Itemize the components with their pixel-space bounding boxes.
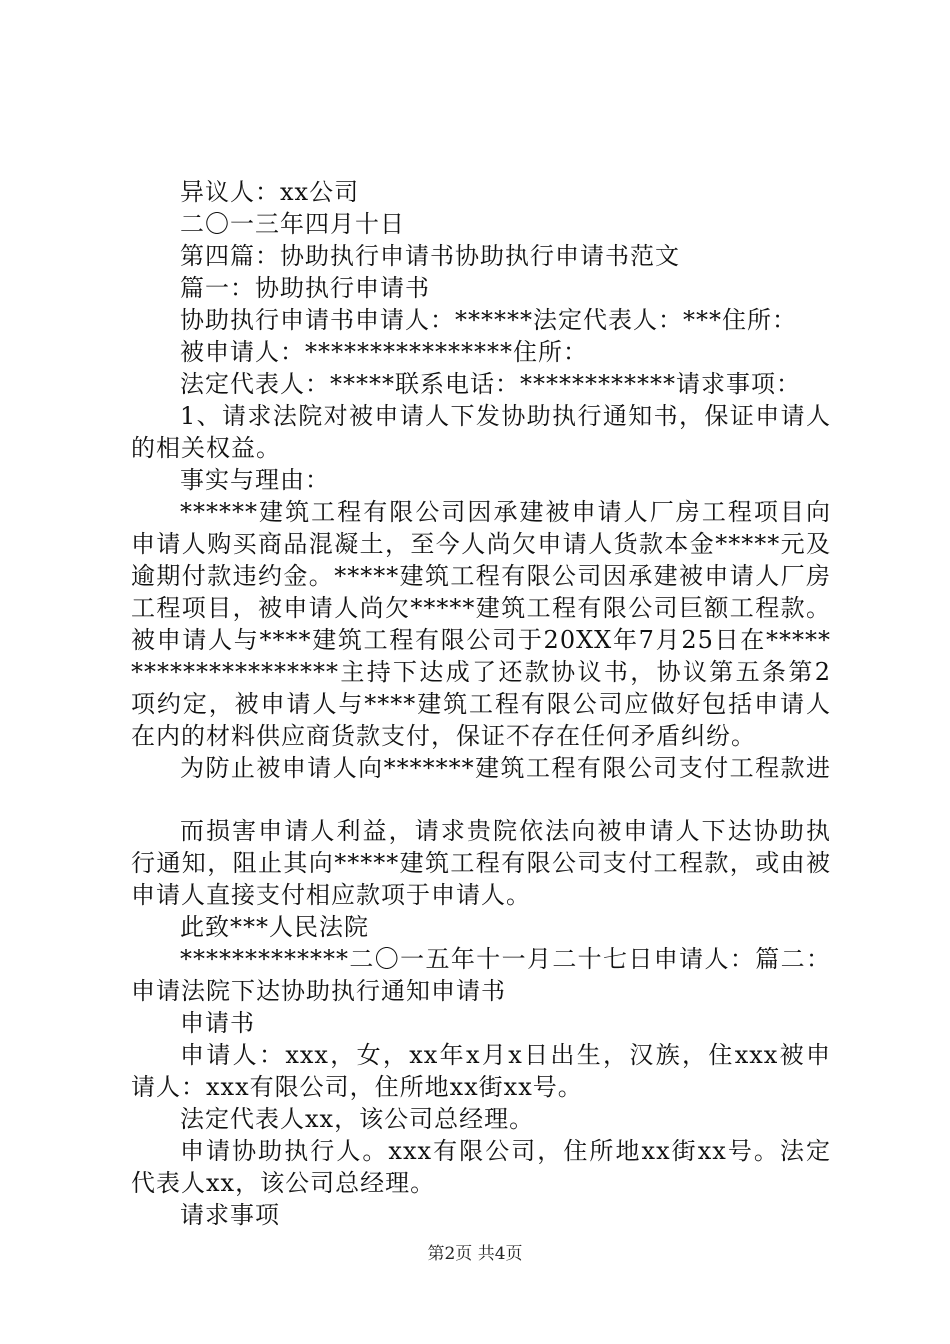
text-line: 事实与理由： xyxy=(180,466,330,494)
text-line: 工程项目，被申请人尚欠*****建筑工程有限公司巨额工程款。 xyxy=(131,594,831,622)
text-line: 在内的材料供应商货款支付，保证不存在任何矛盾纠纷。 xyxy=(131,722,756,750)
text-line: 二〇一三年四月十日 xyxy=(180,210,405,238)
text-line: 的相关权益。 xyxy=(131,434,281,462)
text-line: 申请人直接支付相应款项于申请人。 xyxy=(131,881,531,909)
text-line: 法定代表人xx，该公司总经理。 xyxy=(180,1105,535,1133)
text-line: 请人：xxx有限公司，住所地xx街xx号。 xyxy=(131,1073,583,1101)
text-line: 被申请人与****建筑工程有限公司于20XX年7月25日在***** xyxy=(131,626,831,654)
text-line: 为防止被申请人向*******建筑工程有限公司支付工程款进 xyxy=(180,754,831,782)
text-line: 申请法院下达协助执行通知申请书 xyxy=(131,977,506,1005)
text-line: 项约定，被申请人与****建筑工程有限公司应做好包括申请人 xyxy=(131,690,831,718)
text-line: 异议人：xx公司 xyxy=(180,178,360,206)
text-line: 此致***人民法院 xyxy=(180,913,369,941)
text-line: 篇一：协助执行申请书 xyxy=(180,274,430,302)
page-number: 第2页 共4页 xyxy=(427,1244,523,1264)
text-line: 申请协助执行人。xxx有限公司，住所地xx街xx号。法定 xyxy=(180,1137,831,1165)
text-line: ******建筑工程有限公司因承建被申请人厂房工程项目向 xyxy=(180,498,831,526)
text-line: 行通知，阻止其向*****建筑工程有限公司支付工程款，或由被 xyxy=(131,849,831,877)
text-line: 1、请求法院对被申请人下发协助执行通知书，保证申请人 xyxy=(180,402,831,430)
text-line: 请求事项 xyxy=(180,1201,280,1229)
text-line: 法定代表人：*****联系电话：************请求事项： xyxy=(180,370,801,398)
text-line: 第四篇：协助执行申请书协助执行申请书范文 xyxy=(180,242,680,270)
text-line: *************二〇一五年十一月二十七日申请人：篇二： xyxy=(180,945,831,973)
text-line: 而损害申请人利益，请求贵院依法向被申请人下达协助执 xyxy=(180,817,831,845)
text-line: 代表人xx，该公司总经理。 xyxy=(131,1169,436,1197)
text-line: 申请书 xyxy=(180,1009,255,1037)
text-line: 被申请人：****************住所： xyxy=(180,338,588,366)
text-line: 协助执行申请书申请人：******法定代表人：***住所： xyxy=(180,306,797,334)
text-line: 申请人购买商品混凝土，至今人尚欠申请人货款本金*****元及 xyxy=(131,530,831,558)
text-line: 申请人：xxx，女，xx年x月x日出生，汉族，住xxx被申 xyxy=(180,1041,831,1069)
text-line: 逾期付款违约金。*****建筑工程有限公司因承建被申请人厂房 xyxy=(131,562,831,590)
text-line: ****************主持下达成了还款协议书，协议第五条第2 xyxy=(131,658,831,686)
